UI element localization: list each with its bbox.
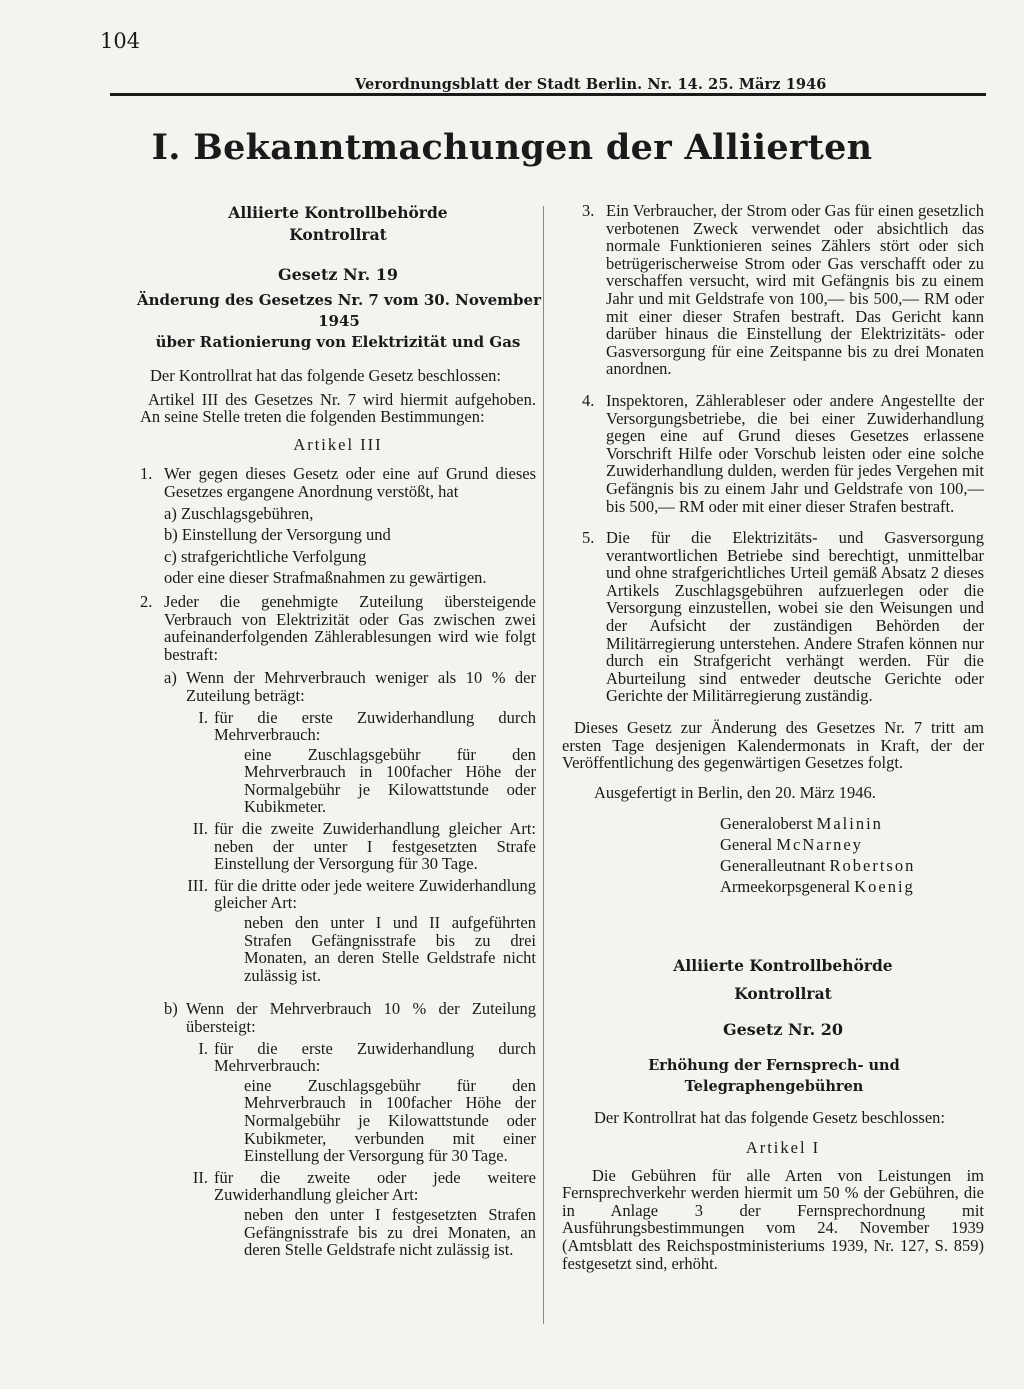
- article-heading-2: Artikel I: [745, 1138, 821, 1157]
- right-column: [562, 201, 984, 1273]
- council-heading-2: Kontrollrat: [734, 984, 832, 1004]
- issued-line: Ausgefertigt in Berlin, den 20. März 1946.: [594, 782, 876, 802]
- paragraph-2: [140, 593, 536, 1259]
- paragraph-1-item-a: a) Zuschlagsgebühren,: [164, 503, 314, 523]
- signature-rank: Generalleutnant: [720, 856, 826, 876]
- clause-b-text: Wenn der Mehrverbrauch 10 % der Zuteilung übersteigt:: [186, 999, 536, 1036]
- paragraph-3-text: Ein Verbraucher, der Strom oder Gas für einen gesetzlich verbotenen Zweck verwendet oder absichtlich das normale Funktionieren seines Zählers stört oder sich betrügerischerweise Strom oder Gas verschafft oder zu verschaffen versucht, wird mit Gefängnis bis zu einem Jahr und mit Geldstrafe von 100,— bis 500,— RM oder mit einer dieser Strafen bestraft. Das Gericht kann darüber hinaus die Einstellung der Elektrizitäts- oder Gasversorgung für eine Zeitspanne bis zu drei Monaten anordnen.: [606, 201, 984, 379]
- paragraph-3: [582, 202, 984, 378]
- clause-a: [164, 669, 536, 984]
- clause-a-i-label: I.: [198, 707, 208, 727]
- signature-robertson: [720, 855, 984, 876]
- clause-a-iii: [186, 877, 536, 985]
- paragraph-5-number: 5.: [582, 528, 595, 548]
- paragraph-4: [582, 392, 984, 515]
- clause-a-text: Wenn der Mehrverbrauch weniger als 10 % der Zuteilung beträgt:: [186, 668, 536, 705]
- clause-b-i-body: eine Zuschlagsgebühr für den Mehrverbrauch in 100facher Höhe der Normalgebühr je Kilowattstunde oder Kubikmeter, verbunden mit einer Einstellung der Versorgung für 30 Tage.: [244, 1075, 536, 1166]
- paragraph-5: [582, 529, 984, 705]
- clause-b-ii: [186, 1169, 536, 1259]
- clause-b-i-label: I.: [198, 1038, 208, 1058]
- clause-a-i-body: eine Zuschlagsgebühr für den Mehrverbrauch in 100facher Höhe der Normalgebühr je Kilowattstunde oder Kubikmeter.: [244, 744, 536, 817]
- left-column: [137, 202, 541, 1260]
- law-title-2: Erhöhung der Fernsprech- und Telegraphengebühren: [648, 1057, 900, 1096]
- signature-name: Koenig: [854, 877, 915, 897]
- clause-b-label: b): [164, 999, 178, 1019]
- clause-a-iii-label: III.: [187, 875, 208, 895]
- law-number: Gesetz Nr. 19: [277, 265, 399, 284]
- running-header: Verordnungsblatt der Stadt Berlin. Nr. 14. 25. März 1946: [355, 76, 827, 93]
- clause-a-iii-text: für die dritte oder jede weitere Zuwiderhandlung gleicher Art:: [214, 875, 536, 913]
- section-title: I. Bekanntmachungen der Alliierten: [151, 127, 873, 168]
- clause-a-ii-label: II.: [192, 819, 208, 839]
- article-1-text: Die Gebühren für alle Arten von Leistungen im Fernsprechverkehr werden hiermit um 50 % der Gebühren, die in Anlage 3 der Fernsprechordnung mit Ausführungsbestimmungen vom 24. November 1939 (Amtsblatt des Reichspostministeriums 1939, Nr. 127, S. 859) festgesetzt sind, erhöht.: [562, 1165, 984, 1273]
- signature-name: McNarney: [776, 835, 863, 855]
- signature-name: Malinin: [816, 814, 883, 834]
- law-number-2: Gesetz Nr. 20: [722, 1020, 844, 1040]
- clause-a-ii: [186, 820, 536, 873]
- clause-a-ii-text: für die zweite Zuwiderhandlung gleicher Art: neben der unter I festgesetzten Strafe Einstellung der Versorgung für 30 Tage.: [214, 819, 536, 874]
- paragraph-1-item-b: b) Einstellung der Versorgung und: [164, 525, 391, 545]
- clause-a-i-text: für die erste Zuwiderhandlung durch Mehrverbrauch:: [214, 707, 536, 745]
- paragraph-5-text: Die für die Elektrizitäts- und Gasversorgung verantwortlichen Betriebe sind berechtigt, unmittelbar und ohne strafgerichtliches Urteil gemäß Absatz 2 dieses Artikels Zuschlagsgebühren aufzuerlegen oder die Versorgung einzustellen, wobei sie den Weisungen und der Aufsicht der zuständigen Behörden der Militärregierung unterstehen. Andere Strafen können nur durch ein Strafgericht verhängt werden. Für die Aburteilung sind entweder deutsche Gerichte oder Gerichte der Militärregierung zuständig.: [606, 528, 984, 706]
- signature-malinin: [720, 813, 984, 834]
- header-rule: [110, 93, 986, 96]
- signatures: [720, 813, 984, 897]
- paragraph-2-text: Jeder die genehmigte Zuteilung übersteigende Verbrauch von Elektrizität oder Gas zwischen zwei aufeinanderfolgenden Zählerablesungen wird wie folgt bestraft:: [164, 591, 536, 664]
- authority-heading-2: Alliierte Kontrollbehörde: [673, 956, 893, 976]
- law-title-line-2: über Rationierung von Elektrizität und Gas: [155, 333, 521, 351]
- signature-rank: General: [720, 835, 773, 855]
- council-heading: Kontrollrat: [289, 225, 387, 244]
- clause-a-label: a): [164, 668, 177, 688]
- paragraph-1-number: 1.: [140, 464, 153, 484]
- clause-a-iii-body: neben den unter I und II aufgeführten Strafen Gefängnisstrafe bis zu drei Monaten, an deren Stelle Geldstrafe nicht zulässig ist.: [244, 913, 536, 985]
- signature-koenig: [720, 876, 984, 897]
- signature-rank: Armeekorpsgeneral: [720, 877, 851, 897]
- clause-b-i-text: für die erste Zuwiderhandlung durch Mehrverbrauch:: [214, 1038, 536, 1076]
- page-number: 104: [100, 29, 141, 53]
- paragraph-1-text: Wer gegen dieses Gesetz oder eine auf Grund dieses Gesetzes ergangene Anordnung verstößt, hat: [164, 464, 536, 501]
- clause-b-ii-text: für die zweite oder jede weitere Zuwiderhandlung gleicher Art:: [214, 1167, 536, 1205]
- clause-a-i: [186, 709, 536, 817]
- clause-b: [164, 1000, 536, 1258]
- signature-mcnarney: [720, 834, 984, 855]
- paragraph-1-item-c: c) strafgerichtliche Verfolgung: [164, 546, 367, 566]
- clause-b-ii-body: neben den unter I festgesetzten Strafen Gefängnisstrafe bis zu drei Monaten, an deren Stelle Geldstrafe nicht zulässig ist.: [244, 1204, 536, 1260]
- paragraph-1-end: oder eine dieser Strafmaßnahmen zu gewärtigen.: [164, 568, 487, 588]
- article-heading: Artikel III: [293, 434, 383, 454]
- authority-heading: Alliierte Kontrollbehörde: [228, 203, 448, 222]
- paragraph-4-number: 4.: [582, 390, 595, 410]
- column-divider: [543, 206, 544, 1324]
- clause-b-i: [186, 1040, 536, 1165]
- effective-clause: Dieses Gesetz zur Änderung des Gesetzes Nr. 7 tritt am ersten Tage desjenigen Kalendermonats in Kraft, der der Veröffentlichung des gegenwärtigen Gesetzes folgt.: [562, 718, 984, 773]
- signature-rank: Generaloberst: [720, 814, 813, 834]
- signature-name: Robertson: [829, 856, 916, 876]
- intro-text: Der Kontrollrat hat das folgende Gesetz beschlossen:: [150, 366, 501, 385]
- law-title-line-1: Änderung des Gesetzes Nr. 7 vom 30. November 1945: [137, 291, 541, 330]
- amendment-text: Artikel III des Gesetzes Nr. 7 wird hiermit aufgehoben. An seine Stelle treten die folgenden Bestimmungen:: [140, 389, 536, 427]
- paragraph-1: [140, 465, 536, 587]
- paragraph-4-text: Inspektoren, Zählerableser oder andere Angestellte der Versorgungsbetriebe, die bei einer Zuwiderhandlung gegen eine auf Grund dieses Gesetzes erlassene Vorschrift Hilfe oder Vorschub leisten oder eine solche Zuwiderhandlung dulden, werden für jedes Vergehen mit Gefängnis bis zu einem Jahr und Geldstrafe von 100,— bis 500,— RM oder mit einer dieser Strafen bestraft.: [606, 390, 984, 516]
- paragraph-2-number: 2.: [140, 591, 153, 611]
- clause-b-ii-label: II.: [192, 1167, 208, 1187]
- paragraph-3-number: 3.: [582, 201, 595, 220]
- intro-text-2: Der Kontrollrat hat das folgende Gesetz beschlossen:: [594, 1108, 945, 1128]
